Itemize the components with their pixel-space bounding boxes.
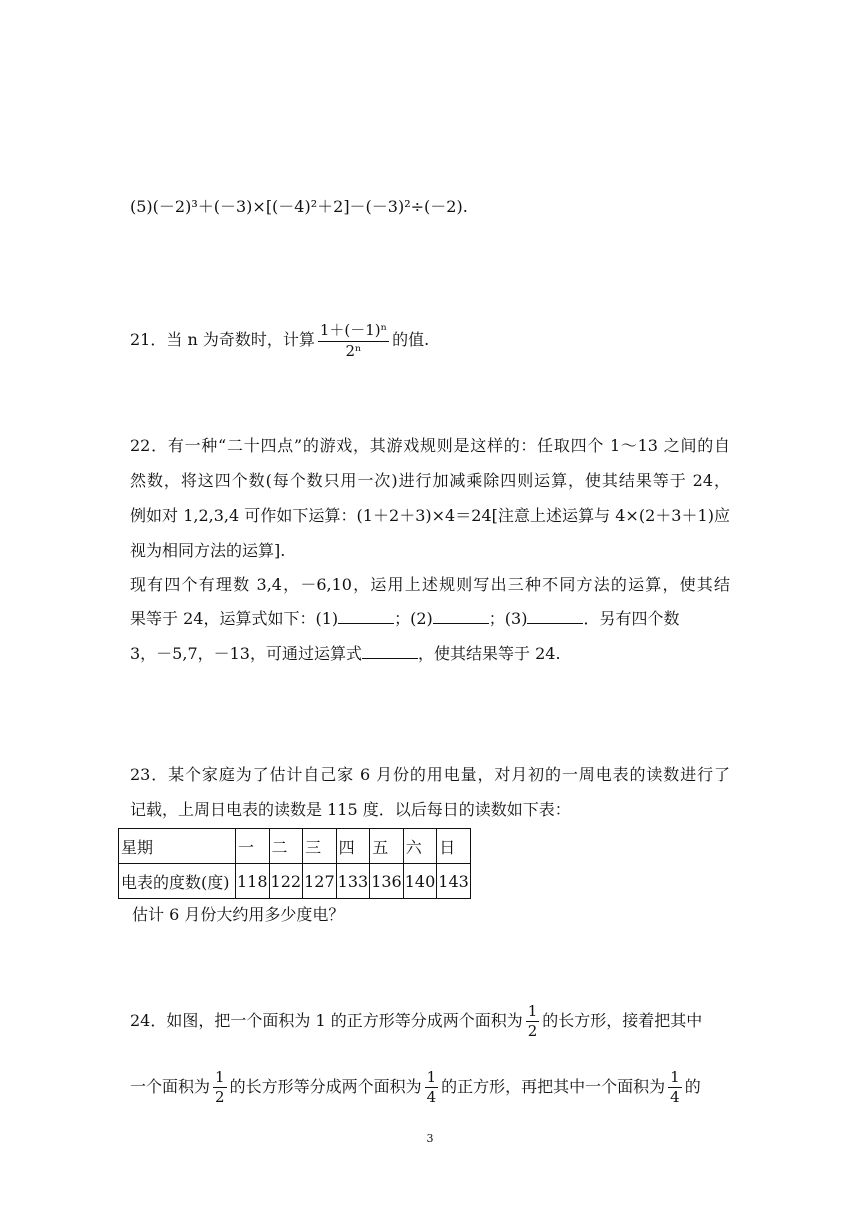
q22-line-2: 然数，将这四个数(每个数只用一次)进行加减乘除四则运算，使其结果等于 24， — [130, 471, 730, 490]
q24-line-2 — [130, 1066, 730, 1108]
q24-line-1-b: 的长方形，接着把其中 — [542, 1011, 703, 1030]
fraction-numerator: 1 — [215, 1068, 225, 1086]
answer-blank-1[interactable] — [338, 608, 394, 624]
q21-prefix: 21．当 n 为奇数时，计算 — [130, 330, 315, 349]
q22-line-6-d: ．另有四个数 — [583, 609, 680, 628]
q22-line-6 — [130, 608, 730, 630]
q24-line-2-a: 一个面积为 — [130, 1077, 211, 1096]
weekday-cell: 三 — [303, 829, 337, 864]
table-row-weekday — [119, 829, 471, 864]
fraction-numerator: 1 — [527, 1002, 538, 1020]
reading-header: 电表的度数(度) — [119, 864, 236, 899]
reading-cell: 143 — [437, 864, 471, 899]
weekday-cell: 五 — [370, 829, 404, 864]
q24-line-2-d: 的 — [684, 1077, 701, 1096]
q24-line-2-b: 的长方形等分成两个面积为 — [229, 1077, 422, 1096]
q23-question: 估计 6 月份大约用多少度电？ — [132, 905, 345, 924]
q22-line-6-a: 果等于 24，运算式如下：(1) — [130, 609, 339, 628]
fraction-one-half — [526, 1003, 540, 1040]
weekday-cell: 二 — [269, 829, 303, 864]
answer-blank-4[interactable] — [362, 643, 418, 659]
q22-line-6-c: ；(3) — [488, 609, 528, 628]
fraction-one-quarter — [425, 1069, 439, 1106]
fraction-denominator: 2 — [527, 1022, 538, 1040]
q22-line-7 — [130, 643, 730, 665]
reading-cell: 127 — [303, 864, 337, 899]
fraction-one-half — [213, 1069, 227, 1106]
reading-cell: 122 — [269, 864, 303, 899]
q22-line-5: 现有四个有理数 3,4，－6,10，运用上述规则写出三种不同方法的运算，使其结 — [130, 575, 730, 594]
fraction-denominator: 4 — [426, 1088, 437, 1106]
q24-line-1-a: 24．如图，把一个面积为 1 的正方形等分成两个面积为 — [130, 1011, 523, 1030]
answer-blank-2[interactable] — [433, 608, 489, 624]
meter-reading-table — [118, 828, 471, 899]
weekday-cell: 四 — [336, 829, 370, 864]
q21-denominator: 2ⁿ — [345, 341, 362, 360]
q22-line-3: 例如对 1,2,3,4 可作如下运算：(1＋2＋3)×4＝24[注意上述运算与 4×(2＋3＋1)应 — [130, 506, 730, 525]
fraction-numerator: 1 — [670, 1068, 680, 1086]
page-number: 3 — [426, 1132, 434, 1145]
q21-numerator: 1＋(－1)ⁿ — [318, 322, 389, 342]
fraction-numerator: 1 — [426, 1068, 437, 1086]
fraction-denominator: 4 — [670, 1088, 680, 1106]
weekday-cell: 日 — [437, 829, 471, 864]
reading-cell: 140 — [403, 864, 437, 899]
q22-line-7-b: ，使其结果等于 24. — [418, 644, 561, 663]
q22-line-4: 视为相同方法的运算]. — [130, 541, 286, 560]
q24-line-2-c: 的正方形，再把其中一个面积为 — [441, 1077, 666, 1096]
answer-blank-3[interactable] — [527, 608, 583, 624]
weekday-header: 星期 — [119, 829, 236, 864]
reading-cell: 133 — [336, 864, 370, 899]
q22-line-7-a: 3，－5,7，－13，可通过运算式 — [130, 644, 362, 663]
q22-line-6-b: ；(2) — [394, 609, 433, 628]
q21 — [130, 320, 730, 360]
table-row-reading — [119, 864, 471, 899]
q23-line-1: 23．某个家庭为了估计自己家 6 月份的用电量，对月初的一周电表的读数进行了 — [130, 765, 730, 784]
q24-line-1 — [130, 1000, 730, 1042]
q21-fraction — [318, 322, 389, 360]
q21-suffix: 的值. — [392, 330, 430, 349]
weekday-cell: 六 — [403, 829, 437, 864]
q22-line-1: 22．有一种“二十四点”的游戏，其游戏规则是这样的：任取四个 1～13 之间的自 — [130, 436, 730, 455]
reading-cell: 118 — [236, 864, 270, 899]
reading-cell: 136 — [370, 864, 404, 899]
q23-line-2: 记载，上周日电表的读数是 115 度．以后每日的读数如下表： — [130, 800, 571, 819]
fraction-one-quarter — [668, 1069, 682, 1106]
weekday-cell: 一 — [236, 829, 270, 864]
q5-expression: (5)(－2)³＋(－3)×[(－4)²＋2]－(－3)²÷(－2). — [130, 197, 468, 216]
fraction-denominator: 2 — [215, 1088, 225, 1106]
